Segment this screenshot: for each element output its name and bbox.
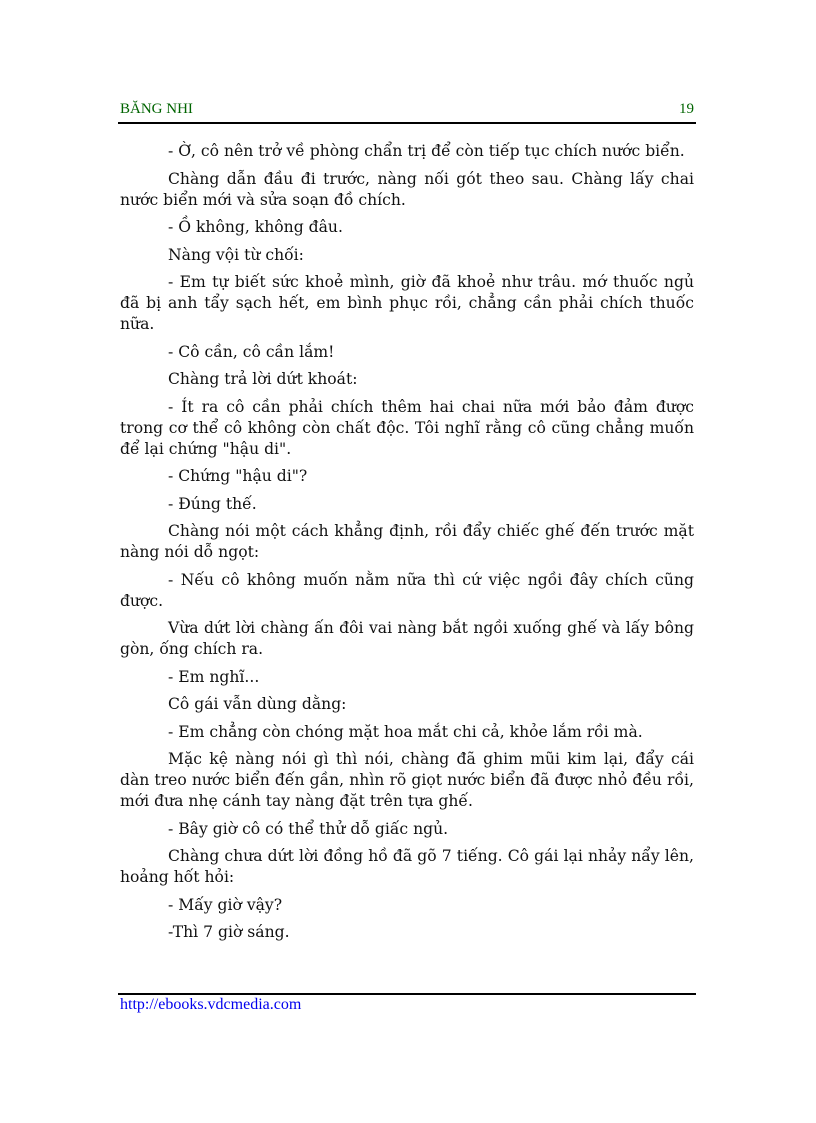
paragraph: - Mấy giờ vậy? [168,895,283,914]
paragraph: - Nếu cô không muốn nằm nữa thì cứ việc ngồi đây chích cũng được. [120,570,694,610]
paragraph: - Đúng thế. [168,494,257,513]
paragraph: Chàng nói một cách khẳng định, rồi đẩy chiếc ghế đến trước mặt nàng nói dỗ ngọt: [120,522,694,561]
book-title: BĂNG NHI [120,101,193,117]
header-rule [118,122,696,124]
paragraph: Nàng vội từ chối: [168,245,304,264]
paragraph: - Ít ra cô cần phải chích thêm hai chai nữa mới bảo đảm được trong cơ thể cô không còn chất độc. Tôi nghĩ rằng cô cũng chẳng muốn để lại chứng "hậu di". [120,397,694,458]
paragraph: - Bây giờ cô có thể thử dỗ giấc ngủ. [168,819,449,838]
body-text [120,141,694,943]
paragraph: Cô gái vẫn dùng dằng: [168,695,347,713]
paragraph: Vừa dứt lời chàng ấn đôi vai nàng bắt ngồi xuống ghế và lấy bông gòn, ống chích ra. [120,619,694,658]
paragraph: - Cô cần, cô cần lắm! [168,342,335,361]
paragraph: Mặc kệ nàng nói gì thì nói, chàng đã ghim mũi kim lại, đẩy cái dàn treo nước biển đến gần, nhìn rõ giọt nước biển đã được nhỏ đều rồi, mới đưa nhẹ cánh tay nàng đặt trên tựa ghế. [120,750,694,810]
page-number: 19 [679,101,694,117]
paragraph: - Em tự biết sức khoẻ mình, giờ đã khoẻ như trâu. mớ thuốc ngủ đã bị anh tẩy sạch hết, em bình phục rồi, chẳng cần phải chích thuốc nữa. [120,273,694,333]
paragraph: - Ờ, cô nên trở về phòng chẩn trị để còn tiếp tục chích nước biển. [168,142,685,160]
paragraph: Chàng chưa dứt lời đồng hồ đã gõ 7 tiếng. Cô gái lại nhảy nẩy lên, hoảng hốt hỏi: [120,847,694,886]
footer-rule [118,993,696,995]
paragraph: Chàng dẫn đầu đi trước, nàng nối gót theo sau. Chàng lấy chai nước biển mới và sửa soạn đồ chích. [120,169,694,209]
footer-link[interactable]: http://ebooks.vdcmedia.com [120,996,302,1013]
paragraph: -Thì 7 giờ sáng. [168,923,290,941]
paragraph: - Chứng "hậu di"? [168,467,308,485]
paragraph: - Ồ không, không đâu. [168,218,343,236]
paragraph: - Em chẳng còn chóng mặt hoa mắt chi cả, khỏe lắm rồi mà. [168,722,643,741]
paragraph: - Em nghĩ... [168,667,260,686]
paragraph: Chàng trả lời dứt khoát: [168,370,358,388]
